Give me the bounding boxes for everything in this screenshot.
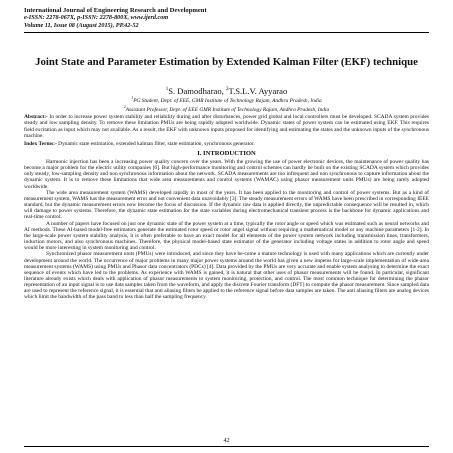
paragraph: Synchronized phasor measurement units (PMUs) were introduced, and since they have be-come a mature technology is used with many applications which are currently under development around the world. The occurrence of major problems in many major power systems around the world has given a new impetus for large-scale implementation of wide-area measurement systems (WAMS) using PMUs and Phasor data concentrators (PDCs) [4]. Data provided by the PMUs are very accurate and enable system analysing to determine the exact sequence of events which have led to the problems. As experience with WAMS is gained, it is natural that other uses of phasor measurements will be found. In particular, significant literature already exists which deals with application of phasor measurements to system monitoring, protection, and control. The most common technique for determining the phasor representation of an input signal is to use data samples taken from the waveform, and apply the discrete Fourier transform (DFT) to compute the phasor measurement. Since sampled data are used to represent the reference signal, it is essential that anti aliasing filters be applied to the reference signal before data samples are taken. The anti aliasing filters are analog devices which limit the bandwidth of the pass band to less than half the sampling frequency. xyxy=(24,251,429,301)
journal-issn[interactable]: e-ISSN: 2278-067X, p-ISSN: 2278-800X, www.ijerd.com xyxy=(24,14,169,22)
index-terms xyxy=(24,141,429,147)
journal-volume: Volume 11, Issue 08 (August 2015), PP.42-52 xyxy=(24,21,139,29)
section-heading-introduction: I. INTRODUCTION xyxy=(197,150,256,157)
affiliation-2 xyxy=(24,104,429,113)
paragraph: A number of papers have focused on just one dynamic state of the power system at a time, typically the rotor angle or speed which was estimated such as neural networks and AI methods. These AI-based model-free estimators generate the estimated rotor speed or rotor angel signal without requiring a mathematical model or any machine parameters [1-2]. In the large-scale power system stability analysis, it is often preferable to have an exact model for all elements of the power system network including transmission lines, transformers, induction motors, and also synchronous machines. Therefore, the physical model-based state estimator of the generator including voltage states in addition to rotor angle and speed would be more interesting in system monitoring and control. xyxy=(24,220,429,252)
author-1-name: S. Damodharao, xyxy=(168,85,226,96)
affiliations xyxy=(24,95,429,113)
author-2-sup: 2 xyxy=(225,87,229,92)
author-2-name: T.S.L.V. Ayyarao xyxy=(228,85,288,96)
author-1-sup: 1 xyxy=(165,87,169,92)
paragraph: Harmonic injection has been a increasing power quality concern over the years. With the growing the use of power electronic devices, the maintenance of power quality has become a major problem for the electric utility companies [6]. But high-performance monitoring and control schemes can hardly be built on the existing SCADA system which provides only steady, low-sampling density and non synchronous information about the network. SCADA measurements are too infrequent and non synchronous to capture information about the dynamic system. It is to remove these limitations that wide area measurements and control systems (WAMAC) using phasor measurement units PMUs) are being rarely adopted worldwide. xyxy=(24,159,429,190)
affiliation-2-text: Assistant Professor, Dept. of EEE GMR Institute of Technology Rajam, Andhra Pradesh, India xyxy=(125,107,330,113)
footer-rule xyxy=(24,446,429,447)
affiliation-2-sup: 2 xyxy=(123,105,126,110)
introduction-body xyxy=(24,159,429,301)
abstract-label: Abstract:- xyxy=(24,114,48,120)
affiliation-1-text: PG Student, Dept. of EEE, GMR Institute of Technology Rajam, Andhra Pradesh, India xyxy=(133,97,322,104)
header-rule xyxy=(24,32,429,33)
abstract xyxy=(24,114,429,139)
affiliation-1-sup: 1 xyxy=(131,96,134,100)
paragraph: The wide area measurement system (WAMS) developed rapidly in most of the years. It has been applied to the monitoring and control of power systems. But as a kind of measurement system, WAMS has the measurement error and not convenient data unavoidably [3]. The steady measurement errors of WAMS have been prescribed in corresponding IEEE standard, but the dynamic measurement errors now become the focus of discussion. If the dynamic raw data is applied directly, the unpredictable consequence will be resulted in, which will damage to power systems. Therefore, the dynamic state estimation for the state variables during electromechanical transient process is the backbone for dynamic applications and real-time control. xyxy=(24,189,429,221)
journal-name: International Journal of Engineering Research and Development xyxy=(24,7,207,14)
page-number: 42 xyxy=(223,438,230,444)
journal-header xyxy=(24,7,428,29)
abstract-text: In order to increase power system stability and reliability during and after disturbances, power grid global and local controllers must be developed. SCADA system provides steady and low sampling density. To remove these limitation PMUs are being rapidly adopted worldwide. Dynamic states of power system can be estimated using EKF. This requires field excitation as input which may not available. As a result, the EKF with unknown inputs proposed for identifying and estimating the states and the unknown inputs of the synchronous machine. xyxy=(24,114,429,139)
index-terms-text: Dynamic state estimation, extended kalman filter, state estimation, synchronous generator. xyxy=(56,141,255,147)
affiliation-1 xyxy=(24,95,429,104)
paper-title: Joint State and Parameter Estimation by Extended Kalman Filter (EKF) technique xyxy=(35,56,418,68)
index-terms-label: Index Terms:- xyxy=(24,141,57,147)
